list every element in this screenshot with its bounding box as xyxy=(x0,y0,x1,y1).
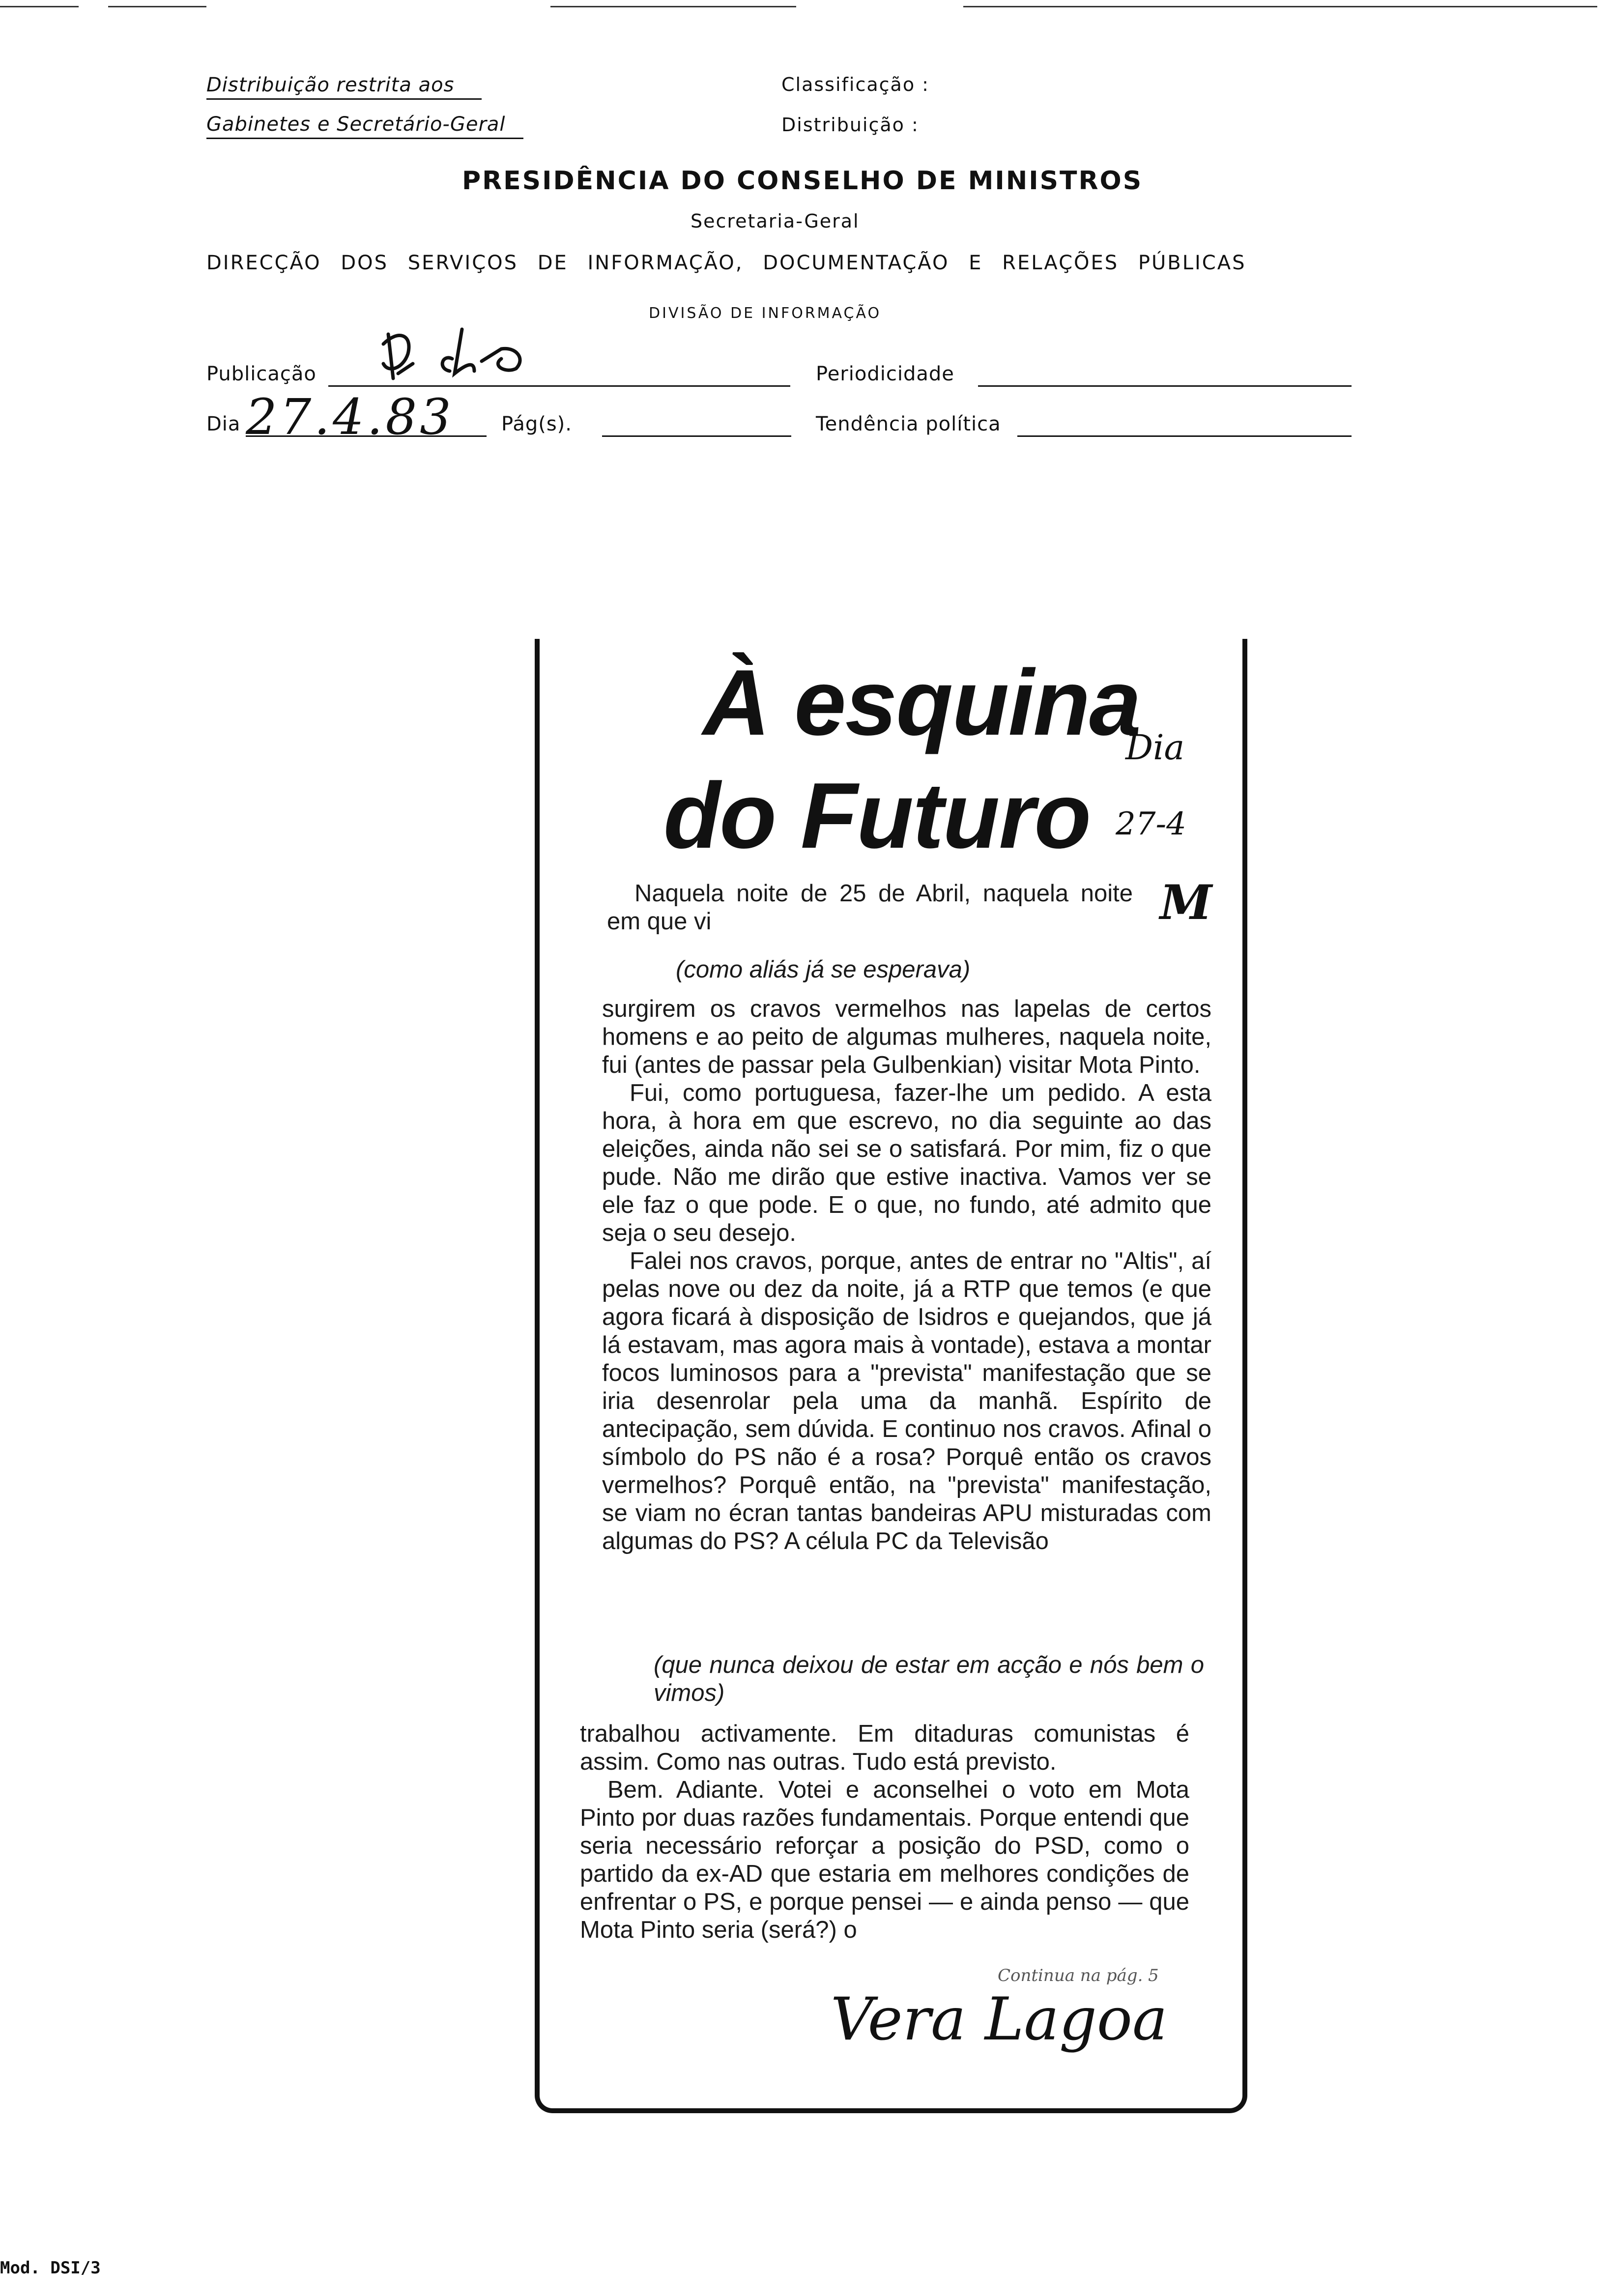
paragraph: trabalhou activamente. Em ditaduras comunistas é assim. Como nas outras. Tudo está previsto. xyxy=(580,1721,1189,1775)
org-title: PRESIDÊNCIA DO CONSELHO DE MINISTROS xyxy=(462,166,1143,196)
pags-underline xyxy=(602,435,791,437)
article-body-1 xyxy=(602,995,1211,1555)
aside-2: (que nunca deixou de estar em acção e nós bem o vimos) xyxy=(654,1652,1204,1706)
article-lead xyxy=(607,880,1133,936)
continua-note: Continua na pág. 5 xyxy=(998,1966,1159,1985)
model-code: Mod. DSI/3 xyxy=(0,2258,101,2278)
dia-label: Dia xyxy=(206,413,241,435)
margin-note-mark: M xyxy=(1160,875,1212,930)
publicacao-handwriting xyxy=(369,315,565,388)
publicacao-label: Publicação xyxy=(206,363,317,385)
distribuicao-label: Distribuição : xyxy=(781,114,919,136)
paragraph: Bem. Adiante. Votei e aconselhei o voto em Mota Pinto por duas razões fundamentais. Porque entendi que seria necessário reforçar a posição do PSD, como o partido da ex-AD que estaria em melhores condições de enfrentar o PS, e porque pensei — e ainda penso — que Mota Pinto seria (será?) o xyxy=(580,1777,1189,1943)
headline-line2: do Futuro xyxy=(663,764,1091,868)
pags-label: Pág(s). xyxy=(501,413,572,435)
scan-line xyxy=(963,6,1597,7)
secretaria-geral: Secretaria-Geral xyxy=(691,210,860,232)
scan-line xyxy=(108,6,206,7)
headline-line1: À esquina xyxy=(703,651,1140,755)
signature: Vera Lagoa xyxy=(831,1985,1168,2054)
restricted-distribution-line2: Gabinetes e Secretário-Geral xyxy=(206,113,523,139)
direccao-servicos: DIRECÇÃO DOS SERVIÇOS DE INFORMAÇÃO, DOCUMENTAÇÃO E RELAÇÕES PÚBLICAS xyxy=(206,252,1246,274)
tendencia-underline xyxy=(1017,435,1352,437)
scan-line xyxy=(550,6,796,7)
dia-value: 27.4.83 xyxy=(246,388,454,446)
paragraph: Fui, como portuguesa, fazer-lhe um pedido. A esta hora, à hora em que escrevo, no dia seguinte ao das eleições, ainda não sei se o satisfará. Por mim, fiz o que pude. Não me dirão que estive inactiva. Vamos ver se ele faz o que pode. E o que, no fundo, até admito que seja o seu desejo. xyxy=(602,1080,1211,1246)
article-body-2 xyxy=(580,1720,1189,1944)
restricted-distribution-line1: Distribuição restrita aos xyxy=(206,74,482,100)
lead-paragraph: Naquela noite de 25 de Abril, naquela noite em que vi xyxy=(607,880,1133,935)
periodicidade-underline xyxy=(978,385,1352,387)
margin-note-date: 27-4 xyxy=(1116,806,1186,842)
aside-1: (como aliás já se esperava) xyxy=(676,956,971,983)
divisao-informacao: DIVISÃO DE INFORMAÇÃO xyxy=(649,305,882,322)
margin-note-top: Dia xyxy=(1125,727,1185,768)
classificacao-label: Classificação : xyxy=(781,74,929,95)
paragraph: Falei nos cravos, porque, antes de entrar no "Altis", aí pelas nove ou dez da noite, já a RTP que temos (e que agora ficará à disposição de Isidros e quejandos, que já lá estavam, mas agora mais à vontade), estava a montar focos luminosos para a "prevista" manifestação que se iria desenrolar pela uma da manhã. Espírito de antecipação, sem dúvida. E continuo nos cravos. Afinal o símbolo do PS não é a rosa? Porquê então os cravos vermelhos? Porquê então, na "prevista" manifestação, se viam no écran tantas bandeiras APU misturadas com algumas do PS? A célula PC da Televisão xyxy=(602,1248,1211,1554)
paragraph: surgirem os cravos vermelhos nas lapelas de certos homens e ao peito de algumas mulheres, naquela noite, fui (antes de passar pela Gulbenkian) visitar Mota Pinto. xyxy=(602,996,1211,1078)
periodicidade-label: Periodicidade xyxy=(816,363,954,385)
scan-line xyxy=(0,6,79,7)
tendencia-label: Tendência política xyxy=(816,413,1001,435)
